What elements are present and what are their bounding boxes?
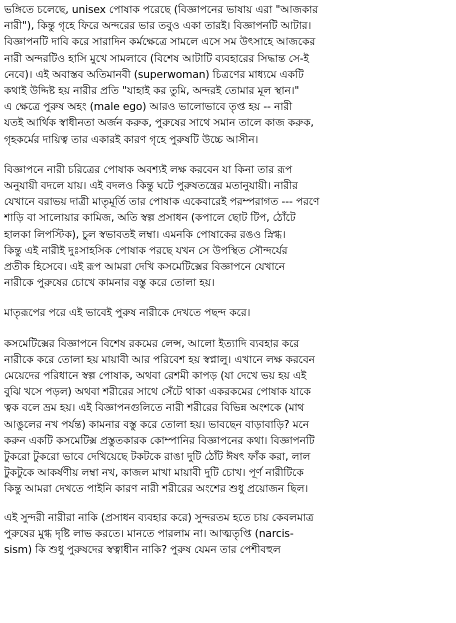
text-line: sism) কি শুধু পুরুষদের স্বত্বাধীন নাকি? পুরুষ যেমন তার পেশীবহুল: [4, 544, 281, 557]
text-line: হালকা লিপস্টিক), চুল স্বভাবতই লম্বা। এমনকি পোষাকের রঙও স্নিগ্ধ।: [4, 228, 286, 241]
text-line: গৃহকর্মের দায়িত্ব তার একারই কারণ গৃহে পুরুষটি উচ্চে আসীন।: [4, 133, 259, 146]
text-line: যেখানে বরাভয় দাত্রী মাতৃমূর্তি তার পোষাক একেবারেই পরম্পরাগত --- পরণে: [4, 196, 320, 209]
text-line: মেয়েদের পরিধানে স্বল্প পোষাক, অথবা রেশমী কাপড় (যা দেখে ভয় হয় এই: [4, 370, 307, 383]
text-line: কসমেটিক্সের বিজ্ঞাপনে বিশেষ রকমের লেন্স, আলো ইত্যাদি ব্যবহার করে: [4, 337, 300, 350]
text-line: পুরুষের মুগ্ধ দৃষ্টি লাভ করতে। মানতে পারলাম না। আত্মতৃপ্তি (narcis-: [4, 527, 294, 540]
text-line: টুকটুকে আকর্ষণীয় লম্বা নখ, কাজল মাখা মায়াবী দুটি চোখ। পূর্ণ নারীটিকে: [4, 467, 304, 480]
text-line: টুকরো টুকরো ভাবে দেখিয়েছে টকটকে রাঙা দুটি ঠোঁট ঈষৎ ফাঁক করা, লাল: [4, 451, 311, 464]
text-line: প্রতীক হিসেবে। এই রূপ আমরা দেখি কসমেটিক্সের বিজ্ঞাপনে যেখানে: [4, 261, 285, 274]
text-line: এ ক্ষেত্রে পুরুষ অহং (male ego) আরও ভালোভাবে তৃপ্ত হয় -- নারী: [4, 101, 293, 114]
text-line: কথাই উদ্দিষ্ট হয় নারীর প্রতি "যাহাই কর তুমি, অন্দরই তোমার মূল স্থান।": [4, 85, 300, 98]
text-line: নারীকে পুরুষের চোখে কামনার বস্তু করে তোলা হয়।: [4, 277, 215, 290]
text-line: মাতৃরূপের পরে এই ভাবেই পুরুষ নারীকে দেখতে পছন্দ করে।: [4, 307, 251, 320]
text-line: কিন্তু এই নারীই দুঃসাহসিক পোষাক পরছে যখন সে উপস্থিত সৌন্দর্যের: [4, 244, 288, 257]
text-line: বিজ্ঞাপনে নারী চরিত্রের পোষাক অবশ্যই লক্ষ করবেন যা কিনা তার রূপ: [4, 163, 293, 176]
paragraph-1: [4, 2, 454, 148]
paragraph-4: [4, 336, 454, 498]
text-line: ত্বক বলে ভ্রম হয়। এই বিজ্ঞাপনগুলিতে নারী শরীরের বিভিন্ন অংশকে (মাথ: [4, 402, 305, 415]
paragraph-3: [4, 305, 454, 321]
text-line: বুঝি খসে পড়ল) অথবা শরীরের সাথে সেঁটে থাকা একরকমের পোষাক যাকে: [4, 386, 311, 399]
text-line: আঙুলের নখ পর্যন্ত) কামনার বস্তু করে তোলা হয়। ভাবছেন বাড়াবাড়ি? মনে: [4, 418, 309, 431]
text-line: করুন একটি কসমেটিক্স প্রস্তুতকারক কোম্পানির বিজ্ঞাপনের কথা। বিজ্ঞাপনটি: [4, 434, 315, 447]
text-line: নারী অন্দরটিও হাসি মুখে সামলাবে (বিশেষ আটাটি ব্যবহারের সিদ্ধান্ত সে-ই: [4, 52, 309, 65]
text-line: এই সুন্দরী নারীরা নাকি (প্রসাধন ব্যবহার করে) সুন্দরতম হতে চায় কেবলমাত্র: [4, 511, 314, 524]
text-line: যতই আর্থিক স্বাধীনতা অর্জন করুক, পুরুষের সাথে সমান তালে কাজ করুক,: [4, 117, 314, 130]
document-page: [4, 2, 454, 558]
paragraph-5: [4, 510, 454, 559]
text-line: নারী"), কিন্তু গৃহে ফিরে অন্দরের ভার তবুও একা তারই। বিজ্ঞাপনটি আটার।: [4, 20, 312, 33]
text-line: নেবে)। এই অবাস্তব অতিমানবী (superwoman) চিত্রণের মাধ্যমে একটি: [4, 68, 304, 81]
text-line: কিন্তু আমরা দেখতে পাইনি কারণ নারী শরীরের অংশের শুধু প্রয়োজন ছিল।: [4, 483, 309, 496]
text-line: নারীকে করে তোলা হয় মায়াবী আর পরিবেশ হয় স্বপ্নালু। এখানে লক্ষ করবেন: [4, 353, 315, 366]
text-line: ভঙ্গিতে চলেছে, unisex পোষাক পরেছে (বিজ্ঞাপনের ভাষায় এরা "আজকার: [4, 4, 319, 16]
text-line: অনুযায়ী বদলে যায়। এই বদলও কিন্তু ঘটে পুরুষতন্ত্রের মতানুযায়ী। নারীর: [4, 180, 298, 193]
text-line: শাড়ি বা সালোয়ার কামিজ, অতি স্বল্প প্রসাধন (কপালে ছোট টিপ, ঠোঁটে: [4, 212, 296, 225]
text-line: বিজ্ঞাপনটি দাবি করে সারাদিন কর্মক্ষেত্রে সামলে এসে সম উৎসাহে আজকের: [4, 36, 316, 49]
paragraph-2: [4, 162, 454, 292]
